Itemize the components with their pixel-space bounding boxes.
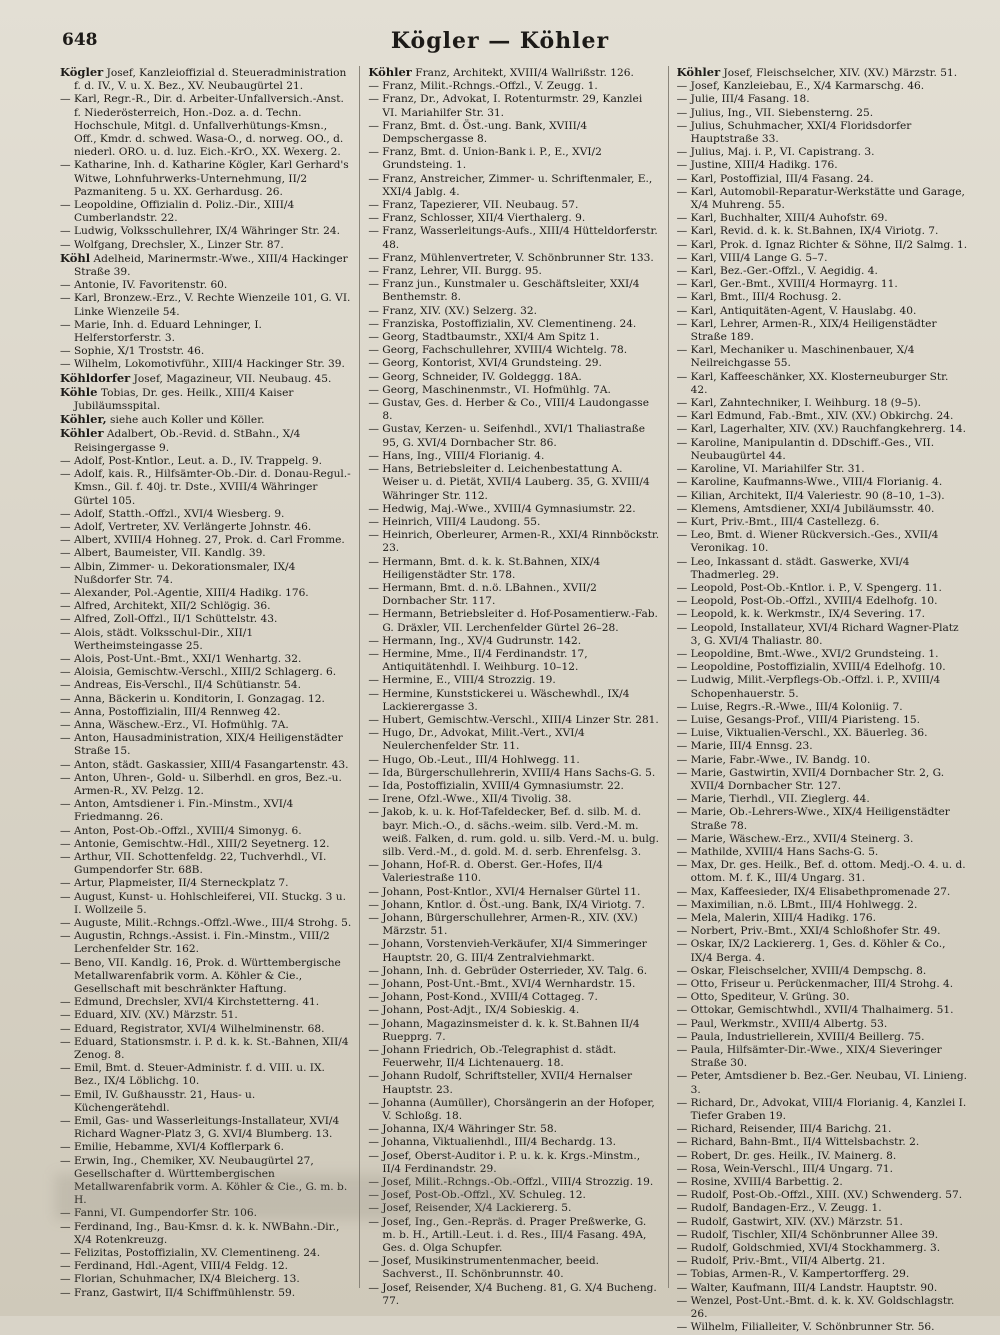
directory-entry: — Emilie, Hebamme, XVI/4 Kofflerpark 6.: [60, 1141, 284, 1154]
directory-entry: — Julius, Ing., VII. Siebensterng. 25.: [676, 106, 874, 119]
directory-entry: — Franz, Schlosser, XII/4 Vierthalerg. 9.: [368, 212, 586, 225]
directory-entry: — Karl Edmund, Fab.-Bmt., XIV. (XV.) Obkirchg. 24.: [676, 410, 954, 423]
directory-entry: — Franz, Wasserleitungs-Aufs., XIII/4 Hütteldorferstr. 48.: [368, 225, 658, 251]
directory-entry: — Franz, Mühlenvertreter, V. Schönbrunner Str. 133.: [368, 251, 654, 264]
directory-entry: — Leopold, Installateur, XVI/4 Richard Wagner-Platz 3, G. XVI/4 Thaliastr. 80.: [676, 621, 959, 647]
directory-entry: — Alois, Post-Unt.-Bmt., XXI/1 Wenhartg. 32.: [60, 652, 302, 665]
directory-entry: — Jakob, k. u. k. Hof-Tafeldecker, Bef. d. silb. M. d. bayr. Mich.-O., d. sächs.-weim. silb. Verd.-M. m. weiß. Falken, d. rum. gold. u. silb. Verd.-M. u. bulg. silb. Verd.-M., d. gold. M. d. serb. Ehrenfelsg. 3.: [368, 806, 660, 858]
directory-entry: — Peter, Amtsdiener b. Bez.-Ger. Neubau, VI. Linieng. 3.: [676, 1070, 967, 1096]
surname-heading: Köhler: [368, 65, 412, 79]
directory-entry: — Heinrich, VIII/4 Laudong. 55.: [368, 515, 541, 528]
directory-entry: — Karoline, Manipulantin d. DDschiff.-Ges., VII. Neubaugürtel 44.: [676, 436, 935, 462]
directory-entry: — Beno, VII. Kandlg. 16, Prok. d. Württembergische Metallwarenfabrik vorm. A. Köhler & Cie., Gesellschaft mit beschränkter Haftung.: [60, 956, 341, 996]
directory-entry: — Andreas, Eis-Verschl., II/4 Schütianstr. 54.: [60, 679, 301, 692]
directory-entry: — Hermine, Kunststickerei u. Wäschewhdl., IX/4 Lackierergasse 3.: [368, 687, 630, 713]
directory-entry: — Leopoldine, Bmt.-Wwe., XVI/2 Grundsteing. 1.: [676, 647, 939, 660]
directory-entry: — Johann, Kntlor. d. Öst.-ung. Bank, IX/4 Viriotg. 7.: [368, 898, 645, 911]
directory-entry: — Georg, Kontorist, XVI/4 Grundsteing. 29.: [368, 357, 602, 370]
directory-entry: — Max, Dr. ges. Heilk., Bef. d. ottom. Medj.-O. 4. u. d. ottom. M. f. K., III/4 Ungarg. 31.: [676, 859, 966, 885]
directory-entry: — Julie, III/4 Fasang. 18.: [676, 93, 810, 106]
directory-entry: Köhler Josef, Fleischselcher, XIV. (XV.) Märzstr. 51.: [676, 65, 958, 79]
directory-entry: — Julius, Schuhmacher, XXI/4 Floridsdorfer Hauptstraße 33.: [676, 119, 912, 146]
directory-entry: — Alfred, Architekt, XII/2 Schlögig. 36.: [60, 600, 271, 613]
directory-entry: — Hans, Ing., VIII/4 Florianig. 4.: [368, 449, 545, 462]
column-divider: [359, 66, 360, 1288]
directory-entry: — Emil, Bmt. d. Steuer-Administr. f. d. VIII. u. IX. Bez., IX/4 Löblichg. 10.: [60, 1062, 325, 1088]
surname-heading: Köhler: [60, 426, 104, 441]
directory-entry: — Adolf, kais. R., Hilfsämter-Ob.-Dir. d. Donau-Regul.-Kmsn., Gil. f. 40j. tr. Dste., XVIII/4 Währinger Gürtel 105.: [60, 468, 351, 507]
directory-entry: — Franz, XIV. (XV.) Selzerg. 32.: [368, 304, 537, 317]
directory-entry: Kögler Josef, Kanzleioffizial d. Steueradministration f. d. IV., V. u. X. Bez., XV. Neubaugürtel 21.: [60, 65, 347, 93]
directory-entry: — Augustin, Rchngs.-Assist. i. Fin.-Minstm., VIII/2 Lerchenfelder Str. 162.: [60, 930, 330, 956]
directory-entry: — Hans, Betriebsleiter d. Leichenbestattung A. Weiser u. d. Pietät, XVII/4 Lauberg. 35, G. XVIII/4 Währinger Str. 112.: [368, 463, 650, 502]
directory-entry: — Otto, Friseur u. Perückenmacher, III/4 Strohg. 4.: [676, 978, 954, 991]
directory-entry: — Mela, Malerin, XIII/4 Hadikg. 176.: [676, 912, 877, 924]
directory-entry: — Erwin, Ing., Chemiker, XV. Neubaugürtel 27, Gesellschafter d. Württembergischen Metallwarenfabrik vorm. A. Köhler & Cie., G. m. b. H.: [60, 1154, 348, 1207]
running-head: Kögler — Köhler: [390, 28, 610, 54]
directory-entry: — Marie, Inh. d. Eduard Lehninger, I. Helferstorferstr. 3.: [60, 318, 262, 345]
directory-entry: — Hermine, E., VIII/4 Strozzig. 19.: [368, 674, 556, 687]
directory-entry: — Georg, Fachschullehrer, XVIII/4 Wichtelg. 78.: [368, 344, 628, 357]
page-number: 648: [62, 30, 98, 50]
directory-entry: — Anton, Post-Ob.-Offzl., XVIII/4 Simonyg. 6.: [60, 824, 302, 837]
directory-entry: — Alois, städt. Volksschul-Dir., XII/1 Wertheimsteingasse 25.: [60, 626, 254, 652]
directory-entry: — Richard, Bahn-Bmt., II/4 Wittelsbachstr. 2.: [676, 1136, 920, 1149]
directory-entry: — Leo, Inkassant d. städt. Gaswerke, XVI/4 Thadmerleg. 29.: [676, 555, 910, 581]
directory-entry: — Hubert, Gemischtw.-Verschl., XIII/4 Linzer Str. 281.: [368, 713, 659, 726]
column-middle: [368, 65, 660, 1307]
directory-entry: — Johann, Post-Adjt., IX/4 Sobieskig. 4.: [368, 1004, 580, 1017]
directory-entry: — Karl, Mechaniker u. Maschinenbauer, X/4 Neilreichgasse 55.: [676, 344, 915, 370]
directory-entry: — Paula, Hilfsämter-Dir.-Wwe., XIX/4 Sieveringer Straße 30.: [676, 1044, 942, 1070]
directory-entry: — Karl, Bronzew.-Erz., V. Rechte Wienzeile 101, G. VI. Linke Wienzeile 54.: [60, 292, 351, 318]
directory-entry: — Antonie, Gemischtw.-Hdl., XIII/2 Seyetnerg. 12.: [60, 837, 330, 850]
directory-entry: — Johann, Magazinsmeister d. k. k. St.Bahnen II/4 Ruepprg. 7.: [368, 1017, 640, 1043]
directory-entry: — Artur, Plapmeister, II/4 Sterneckplatz 7.: [60, 877, 289, 890]
directory-entry: — Ferdinand, Hdl.-Agent, VIII/4 Feldg. 12.: [60, 1260, 289, 1273]
directory-entry: — Anna, Wäschew.-Erz., VI. Hofmühlg. 7A.: [60, 718, 289, 731]
directory-entry: — Justine, XIII/4 Hadikg. 176.: [676, 159, 838, 172]
directory-entry: — Karl, Buchhalter, XIII/4 Auhofstr. 69.: [676, 212, 888, 225]
directory-entry: — Richard, Dr., Advokat, VIII/4 Florianig. 4, Kanzlei I. Tiefer Graben 19.: [676, 1096, 967, 1123]
directory-entry: — Albert, XVIII/4 Hohneg. 27, Prok. d. Carl Fromme.: [60, 534, 345, 547]
directory-entry: — Josef, Reisender, X/4 Bucheng. 81, G. X/4 Bucheng. 77.: [368, 1281, 657, 1307]
directory-entry: — Eduard, XIV. (XV.) Märzstr. 51.: [60, 1009, 238, 1022]
directory-entry: — Antonie, IV. Favoritenstr. 60.: [60, 279, 228, 292]
directory-entry: — Rudolf, Tischler, XII/4 Schönbrunner Allee 39.: [676, 1228, 939, 1241]
directory-entry: — Heinrich, Oberleurer, Armen-R., XXI/4 Rinnböckstr. 23.: [368, 529, 660, 555]
directory-entry: — Kilian, Architekt, II/4 Valeriestr. 90 (8–10, 1–3).: [676, 489, 945, 502]
directory-entry: — Kurt, Priv.-Bmt., III/4 Castellezg. 6.: [676, 515, 880, 528]
directory-entry: — Marie, Tierhdl., VII. Zieglerg. 44.: [676, 793, 870, 806]
directory-entry: — Georg, Maschinenmstr., VI. Hofmühlg. 7A.: [368, 383, 611, 396]
directory-entry: — Irene, Ofzl.-Wwe., XII/4 Tivolig. 38.: [368, 793, 572, 806]
directory-entry: — Maximilian, n.ö. LBmt., III/4 Hohlwegg. 2.: [676, 898, 918, 911]
directory-entry: — Franziska, Postoffizialin, XV. Clementineng. 24.: [368, 317, 637, 330]
directory-entry: — Klemens, Amtsdiener, XXI/4 Jubiläumsstr. 40.: [676, 502, 935, 515]
directory-entry: — Rudolf, Priv.-Bmt., VII/4 Albertg. 21.: [676, 1255, 886, 1268]
directory-entry: — Karl, Bez.-Ger.-Offzl., V. Aegidig. 4.: [676, 265, 878, 278]
directory-entry: — Rudolf, Post-Ob.-Offzl., XIII. (XV.) Schwenderg. 57.: [676, 1189, 963, 1202]
directory-entry: — Aloisia, Gemischtw.-Verschl., XIII/2 Schlagerg. 6.: [60, 666, 337, 679]
directory-entry: — Anton, Hausadministration, XIX/4 Heiligenstädter Straße 15.: [60, 732, 343, 758]
directory-entry: — Rosine, XVIII/4 Barbettig. 2.: [676, 1176, 843, 1189]
directory-entry: — Karl, Ger.-Bmt., XVIII/4 Hormayrg. 11.: [676, 278, 898, 291]
directory-entry: — Emil, IV. Gußhausstr. 21, Haus- u. Küchengerätehdl.: [60, 1088, 256, 1114]
directory-entry: — Anna, Bäckerin u. Konditorin, I. Gonzagag. 12.: [60, 692, 325, 705]
directory-entry: — Leo, Bmt. d. Wiener Rückversich.-Ges., XVII/4 Veronikag. 10.: [676, 529, 939, 555]
directory-entry: — Karl, Revid. d. k. k. St.Bahnen, IX/4 Viriotg. 7.: [676, 225, 939, 238]
surname-heading: Köhle: [60, 384, 98, 399]
directory-entry: — Luise, Regrs.-R.-Wwe., III/4 Koloniig. 7.: [676, 700, 903, 713]
directory-entry: — Robert, Dr. ges. Heilk., IV. Mainerg. 8.: [676, 1149, 897, 1162]
directory-entry: — Josef, Oberst-Auditor i. P. u. k. k. Krgs.-Minstm., II/4 Ferdinandstr. 29.: [368, 1149, 641, 1175]
directory-entry: — Karl, Kaffeeschänker, XX. Klosterneuburger Str. 42.: [676, 370, 949, 396]
directory-entry: — Johann Rudolf, Schriftsteller, XVII/4 Hernalser Hauptstr. 23.: [368, 1070, 633, 1096]
directory-entry: — Rudolf, Goldschmied, XVI/4 Stockhammerg. 3.: [676, 1242, 941, 1255]
directory-entry: — Eduard, Stationsmstr. i. P. d. k. k. St.-Bahnen, XII/4 Zenog. 8.: [60, 1035, 349, 1062]
directory-entry: — Karl, Lehrer, Armen-R., XIX/4 Heiligenstädter Straße 189.: [676, 317, 937, 344]
directory-entry: — Karoline, Kaufmanns-Wwe., VIII/4 Florianig. 4.: [676, 476, 943, 489]
directory-entry: — Gustav, Ges. d. Herber & Co., VIII/4 Laudongasse 8.: [368, 397, 649, 423]
directory-entry: — Alexander, Pol.-Agentie, XIII/4 Hadikg. 176.: [60, 586, 309, 599]
directory-entry: — Josef, Musikinstrumentenmacher, beeid. Sachverst., II. Schönbrunnstr. 40.: [368, 1255, 599, 1281]
directory-entry: — Wenzel, Post-Unt.-Bmt. d. k. k. XV. Goldschlagstr. 26.: [676, 1294, 955, 1321]
directory-entry: — Anna, Postoffizialin, III/4 Rennweg 42.: [60, 705, 281, 718]
directory-entry: — Oskar, Fleischselcher, XVIII/4 Dempschg. 8.: [676, 964, 927, 977]
directory-entry: — Franz, Anstreicher, Zimmer- u. Schriftenmaler, E., XXI/4 Jablg. 4.: [368, 172, 653, 198]
directory-entry: — Walter, Kaufmann, III/4 Landstr. Hauptstr. 90.: [676, 1281, 938, 1294]
directory-entry: — Leopold, Post-Ob.-Offzl., XVIII/4 Edelhofg. 10.: [676, 595, 938, 608]
directory-entry: — Paula, Industriellerein, XVIII/4 Beillerg. 75.: [676, 1030, 925, 1043]
surname-heading: Kögler: [60, 65, 104, 79]
directory-entry: — Franz, Lehrer, VII. Burgg. 95.: [368, 265, 542, 278]
directory-entry: — Adolf, Statth.-Offzl., XVI/4 Wiesberg. 9.: [60, 507, 285, 520]
directory-entry: — August, Kunst- u. Hohlschleiferei, VII. Stuckg. 3 u. I. Wollzeile 5.: [60, 890, 346, 916]
directory-entry: — Norbert, Priv.-Bmt., XXI/4 Schloßhofer Str. 49.: [676, 925, 941, 938]
directory-entry: — Arthur, VII. Schottenfeldg. 22, Tuchverhdl., VI. Gumpendorfer Str. 68B.: [60, 850, 327, 877]
directory-entry: — Rudolf, Bandagen-Erz., V. Zeugg. 1.: [676, 1202, 882, 1215]
paper-stain: [55, 1174, 525, 1220]
surname-heading: Köhldorfer: [60, 370, 131, 385]
directory-entry: — Katharine, Inh. d. Katharine Kögler, Karl Gerhard's Witwe, Lohnfuhrwerks-Unternehmung, II/2 Pazmaniteng. 5 u. XX. Gerhardusg. 26.: [60, 159, 349, 198]
directory-entry: — Albin, Zimmer- u. Dekorationsmaler, IX/4 Nußdorfer Str. 74.: [60, 560, 296, 586]
directory-entry: — Auguste, Milit.-Rchngs.-Offzl.-Wwe., III/4 Strohg. 5.: [60, 917, 352, 929]
directory-entry: — Johann, Post-Kond., XVIII/4 Cottageg. 7.: [368, 991, 598, 1004]
directory-entry: — Ludwig, Volksschullehrer, IX/4 Währinger Str. 24.: [60, 225, 340, 238]
directory-entry: — Ottokar, Gemischtwhdl., XVII/4 Thalhaimerg. 51.: [676, 1004, 954, 1017]
directory-entry: — Gustav, Kerzen- u. Seifenhdl., XVI/1 Thaliastraße 95, G. XVI/4 Dornbacher Str. 86.: [368, 423, 645, 449]
directory-entry: — Josef, Ing., Gen.-Repräs. d. Prager Preßwerke, G. m. b. H., Artill.-Leut. i. d. Res., III/4 Fasang. 49A, Ges. d. Olga Schupfer.: [368, 1215, 647, 1255]
directory-entry: — Georg, Schneider, IV. Goldeggg. 18A.: [368, 370, 582, 383]
directory-entry: — Karl, Prok. d. Ignaz Richter & Söhne, II/2 Salmg. 1.: [676, 238, 968, 251]
directory-entry: — Adolf, Post-Kntlor., Leut. a. D., IV. Trappelg. 9.: [60, 454, 322, 467]
column-left: [60, 65, 352, 1299]
directory-entry: — Fanni, VI. Gumpendorfer Str. 106.: [60, 1207, 258, 1220]
directory-entry: — Luise, Viktualien-Verschl., XX. Bäuerleg. 36.: [676, 727, 928, 740]
directory-entry: — Max, Kaffeesieder, IX/4 Elisabethpromenade 27.: [676, 885, 951, 898]
directory-entry: — Hermann, Ing., XV/4 Gudrunstr. 142.: [368, 634, 582, 647]
directory-entry: — Rosa, Wein-Verschl., III/4 Ungarg. 71.: [676, 1162, 893, 1175]
directory-entry: — Leopold, k. k. Werkmstr., IX/4 Severing. 17.: [676, 608, 926, 621]
entry-columns: [60, 65, 968, 1334]
directory-entry: — Ferdinand, Ing., Bau-Kmsr. d. k. k. NWBahn.-Dir., X/4 Rotenkreuzg.: [60, 1220, 340, 1246]
directory-entry: — Wilhelm, Lokomotivführ., XIII/4 Hackinger Str. 39.: [60, 358, 345, 371]
directory-entry: — Emil, Gas- und Wasserleitungs-Installateur, XVI/4 Richard Wagner-Platz 3, G. XVI/4 Blumberg. 13.: [60, 1115, 340, 1141]
directory-entry: — Johann, Post-Kntlor., XVI/4 Hernalser Gürtel 11.: [368, 885, 641, 898]
directory-entry: — Franz, Dr., Advokat, I. Rotenturmstr. 29, Kanzlei VI. Mariahilfer Str. 31.: [368, 93, 643, 119]
directory-entry: — Luise, Gesangs-Prof., VIII/4 Piaristeng. 15.: [676, 713, 920, 726]
directory-entry: — Tobias, Armen-R., V. Kampertorfferg. 29.: [676, 1268, 910, 1281]
directory-entry: — Hermann, Bmt. d. n.ö. LBahnen., XVII/2 Dornbacher Str. 117.: [368, 581, 597, 608]
surname-heading: Köhler: [676, 65, 721, 79]
directory-entry: — Franz, Bmt. d. Öst.-ung. Bank, XVIII/4 Dempschergasse 8.: [368, 119, 588, 146]
directory-entry: — Albert, Baumeister, VII. Kandlg. 39.: [60, 547, 266, 560]
directory-entry: — Anton, Uhren-, Gold- u. Silberhdl. en gros, Bez.-u. Armen-R., XV. Pelzg. 12.: [60, 771, 342, 797]
directory-entry: Köhler Franz, Architekt, XVIII/4 Wallrißstr. 126.: [368, 65, 634, 79]
directory-entry: Köhler, siehe auch Koller und Köller.: [60, 412, 265, 427]
directory-entry: — Karl, Regr.-R., Dir. d. Arbeiter-Unfallversich.-Anst. f. Niederösterreich, Hon.-Doz. a. d. Techn. Hochschule, Mitgl. d. Unfallverhütungs-Kmsn., Off., Kmdr. d. schwed. Wasa-O., d. norweg. OO., d. niederl. ORO. u. d. luz. Eich.-KrO., XX. Wexerg. 2.: [60, 93, 344, 159]
directory-entry: — Johanna (Aumüller), Chorsängerin an der Hofoper, V. Schloßg. 18.: [368, 1096, 655, 1123]
surname-heading: Köhler,: [60, 412, 107, 427]
directory-entry: — Oskar, IX/2 Lackiererg. 1, Ges. d. Köhler & Co., IX/4 Berga. 4.: [676, 938, 946, 964]
directory-entry: — Hugo, Dr., Advokat, Milit.-Vert., XVI/4 Neulerchenfelder Str. 11.: [368, 727, 585, 753]
directory-entry: — Anton, Amtsdiener i. Fin.-Minstm., XVI/4 Friedmanng. 26.: [60, 798, 294, 824]
directory-entry: — Johanna, Viktualienhdl., III/4 Bechardg. 13.: [368, 1136, 616, 1149]
directory-entry: — Johann, Hof-R. d. Oberst. Ger.-Hofes, II/4 Valeriestraße 110.: [368, 859, 603, 885]
directory-entry: — Eduard, Registrator, XVI/4 Wilhelminenstr. 68.: [60, 1022, 325, 1035]
directory-entry: — Rudolf, Gastwirt, XIV. (XV.) Märzstr. 51.: [676, 1215, 903, 1228]
directory-entry: — Hermann, Bmt. d. k. k. St.Bahnen, XIX/4 Heiligenstädter Str. 178.: [368, 555, 601, 581]
directory-entry: — Georg, Stadtbaumstr., XXI/4 Am Spitz 1.: [368, 331, 600, 344]
directory-entry: — Wolfgang, Drechsler, X., Linzer Str. 87.: [60, 238, 284, 251]
directory-entry: — Marie, Ob.-Lehrers-Wwe., XIX/4 Heiligenstädter Straße 78.: [676, 806, 950, 832]
directory-entry: — Felizitas, Postoffizialin, XV. Clementineng. 24.: [60, 1247, 321, 1260]
directory-entry: — Richard, Reisender, III/4 Barichg. 21.: [676, 1123, 892, 1136]
directory-entry: — Karl, Antiquitäten-Agent, V. Hauslabg. 40.: [676, 304, 917, 317]
directory-entry: — Hermine, Mme., II/4 Ferdinandstr. 17, Antiquitätenhdl. I. Weihburg. 10–12.: [368, 647, 588, 674]
directory-entry: Köhldorfer Josef, Magazineur, VII. Neubaug. 45.: [60, 370, 332, 385]
directory-entry: — Ludwig, Milit.-Verpflegs-Ob.-Offzl. i. P., XVIII/4 Schopenhauerstr. 5.: [676, 674, 941, 700]
directory-entry: — Alfred, Zoll-Offzl., II/1 Schüttelstr. 43.: [60, 613, 278, 626]
directory-entry: Köhle Tobias, Dr. ges. Heilk., XIII/4 Kaiser Jubiläumsspital.: [60, 384, 294, 413]
directory-entry: — Johann, Bürgerschullehrer, Armen-R., XIV. (XV.) Märzstr. 51.: [368, 912, 638, 938]
directory-entry: — Marie, Wäschew.-Erz., XVII/4 Steinerg. 3.: [676, 832, 914, 845]
directory-entry: — Franz jun., Kunstmaler u. Geschäftsleiter, XXI/4 Benthemstr. 8.: [368, 278, 640, 304]
directory-entry: — Johann Friedrich, Ob.-Telegraphist d. städt. Feuerwehr, II/4 Lichtenauerg. 18.: [368, 1044, 617, 1070]
directory-entry: Köhler Adalbert, Ob.-Revid. d. StBahn., X/4 Reisingergasse 9.: [60, 426, 301, 454]
directory-entry: — Leopoldine, Offizialin d. Poliz.-Dir., XIII/4 Cumberlandstr. 22.: [60, 199, 295, 225]
directory-entry: — Ida, Postoffizialin, XVIII/4 Gymnasiumstr. 22.: [368, 779, 624, 792]
directory-entry: — Johann, Post-Unt.-Bmt., XVI/4 Wernhardstr. 15.: [368, 978, 636, 991]
column-divider: [668, 66, 669, 1288]
directory-entry: — Karoline, VI. Mariahilfer Str. 31.: [676, 463, 865, 476]
directory-entry: — Leopoldine, Postoffizialin, XVIII/4 Edelhofg. 10.: [676, 661, 946, 674]
directory-entry: — Edmund, Drechsler, XVI/4 Kirchstetterng. 41.: [60, 996, 320, 1009]
directory-entry: — Karl, VIII/4 Lange G. 5–7.: [676, 251, 828, 264]
directory-entry: — Sophie, X/1 Troststr. 46.: [60, 345, 205, 358]
directory-entry: — Karl, Postoffizial, III/4 Fasang. 24.: [676, 172, 874, 185]
directory-entry: — Josef, Milit.-Rchngs.-Ob.-Offzl., VIII/4 Strozzig. 19.: [368, 1176, 654, 1189]
directory-entry: — Marie, Gastwirtin, XVII/4 Dornbacher Str. 2, G. XVII/4 Dornbacher Str. 127.: [676, 766, 945, 792]
directory-entry: — Franz, Bmt. d. Union-Bank i. P., E., XVI/2 Grundsteing. 1.: [368, 146, 602, 172]
directory-entry: — Florian, Schuhmacher, IX/4 Bleicherg. 13.: [60, 1273, 300, 1286]
directory-entry: — Marie, Fabr.-Wwe., IV. Bandg. 10.: [676, 753, 871, 766]
directory-entry: — Paul, Werkmstr., XVIII/4 Albertg. 53.: [676, 1017, 888, 1030]
directory-entry: — Marie, III/4 Ennsg. 23.: [676, 740, 813, 753]
directory-entry: — Josef, Reisender, X/4 Lackiererg. 5.: [368, 1202, 572, 1215]
directory-entry: — Josef, Post-Ob.-Offzl., XV. Schuleg. 12.: [368, 1189, 586, 1202]
directory-entry: — Franz, Gastwirt, II/4 Schiffmühlenstr. 59.: [60, 1286, 296, 1299]
directory-entry: — Anton, städt. Gaskassier, XIII/4 Fasangartenstr. 43.: [60, 758, 349, 771]
directory-entry: — Karl, Zahntechniker, I. Weihburg. 18 (9–5).: [676, 397, 922, 410]
directory-entry: — Karl, Automobil-Reparatur-Werkstätte und Garage, X/4 Muhreng. 55.: [676, 185, 965, 212]
directory-entry: — Johanna, IX/4 Währinger Str. 58.: [368, 1123, 558, 1136]
directory-entry: — Karl, Lagerhalter, XIV. (XV.) Rauchfangkehrerg. 14.: [676, 423, 967, 436]
directory-entry: — Johann, Vorstenvieh-Verkäufer, XI/4 Simmeringer Hauptstr. 20, G. III/4 Zentralviehmarkt.: [368, 938, 647, 964]
directory-entry: — Mathilde, XVIII/4 Hans Sachs-G. 5.: [676, 845, 879, 858]
directory-entry: — Hermann, Betriebsleiter d. Hof-Posamentierw.-Fab. G. Dräxler, VII. Lerchenfelder Gürtel 26–28.: [368, 608, 658, 634]
directory-entry: — Otto, Spediteur, V. Grüng. 30.: [676, 991, 850, 1004]
directory-entry: — Hedwig, Maj.-Wwe., XVIII/4 Gymnasiumstr. 22.: [368, 502, 636, 515]
directory-entry: — Johann, Inh. d. Gebrüder Osterrieder, XV. Talg. 6.: [368, 964, 648, 977]
directory-entry: — Julius, Maj. i. P., VI. Capistrang. 3.: [676, 146, 875, 159]
directory-entry: — Franz, Milit.-Rchngs.-Offzl., V. Zeugg. 1.: [368, 80, 598, 93]
directory-entry: Köhl Adelheid, Marinermstr.-Wwe., XIII/4 Hackinger Straße 39.: [60, 250, 348, 279]
directory-entry: — Franz, Tapezierer, VII. Neubaug. 57.: [368, 199, 579, 212]
directory-entry: — Karl, Bmt., III/4 Rochusg. 2.: [676, 291, 842, 304]
directory-entry: — Hugo, Ob.-Leut., III/4 Hohlwegg. 11.: [368, 753, 580, 766]
directory-entry: — Adolf, Vertreter, XV. Verlängerte Johnstr. 46.: [60, 520, 312, 533]
directory-entry: — Josef, Kanzleiebau, E., X/4 Karmarschg. 46.: [676, 80, 925, 93]
surname-heading: Köhl: [60, 250, 91, 265]
directory-entry: — Wilhelm, Filialleiter, V. Schönbrunner Str. 56.: [676, 1321, 935, 1334]
directory-entry: — Ida, Bürgerschullehrerin, XVIII/4 Hans Sachs-G. 5.: [368, 766, 656, 779]
directory-entry: — Leopold, Post-Ob.-Kntlor. i. P., V. Spengerg. 11.: [676, 581, 942, 594]
column-right: [676, 65, 968, 1334]
